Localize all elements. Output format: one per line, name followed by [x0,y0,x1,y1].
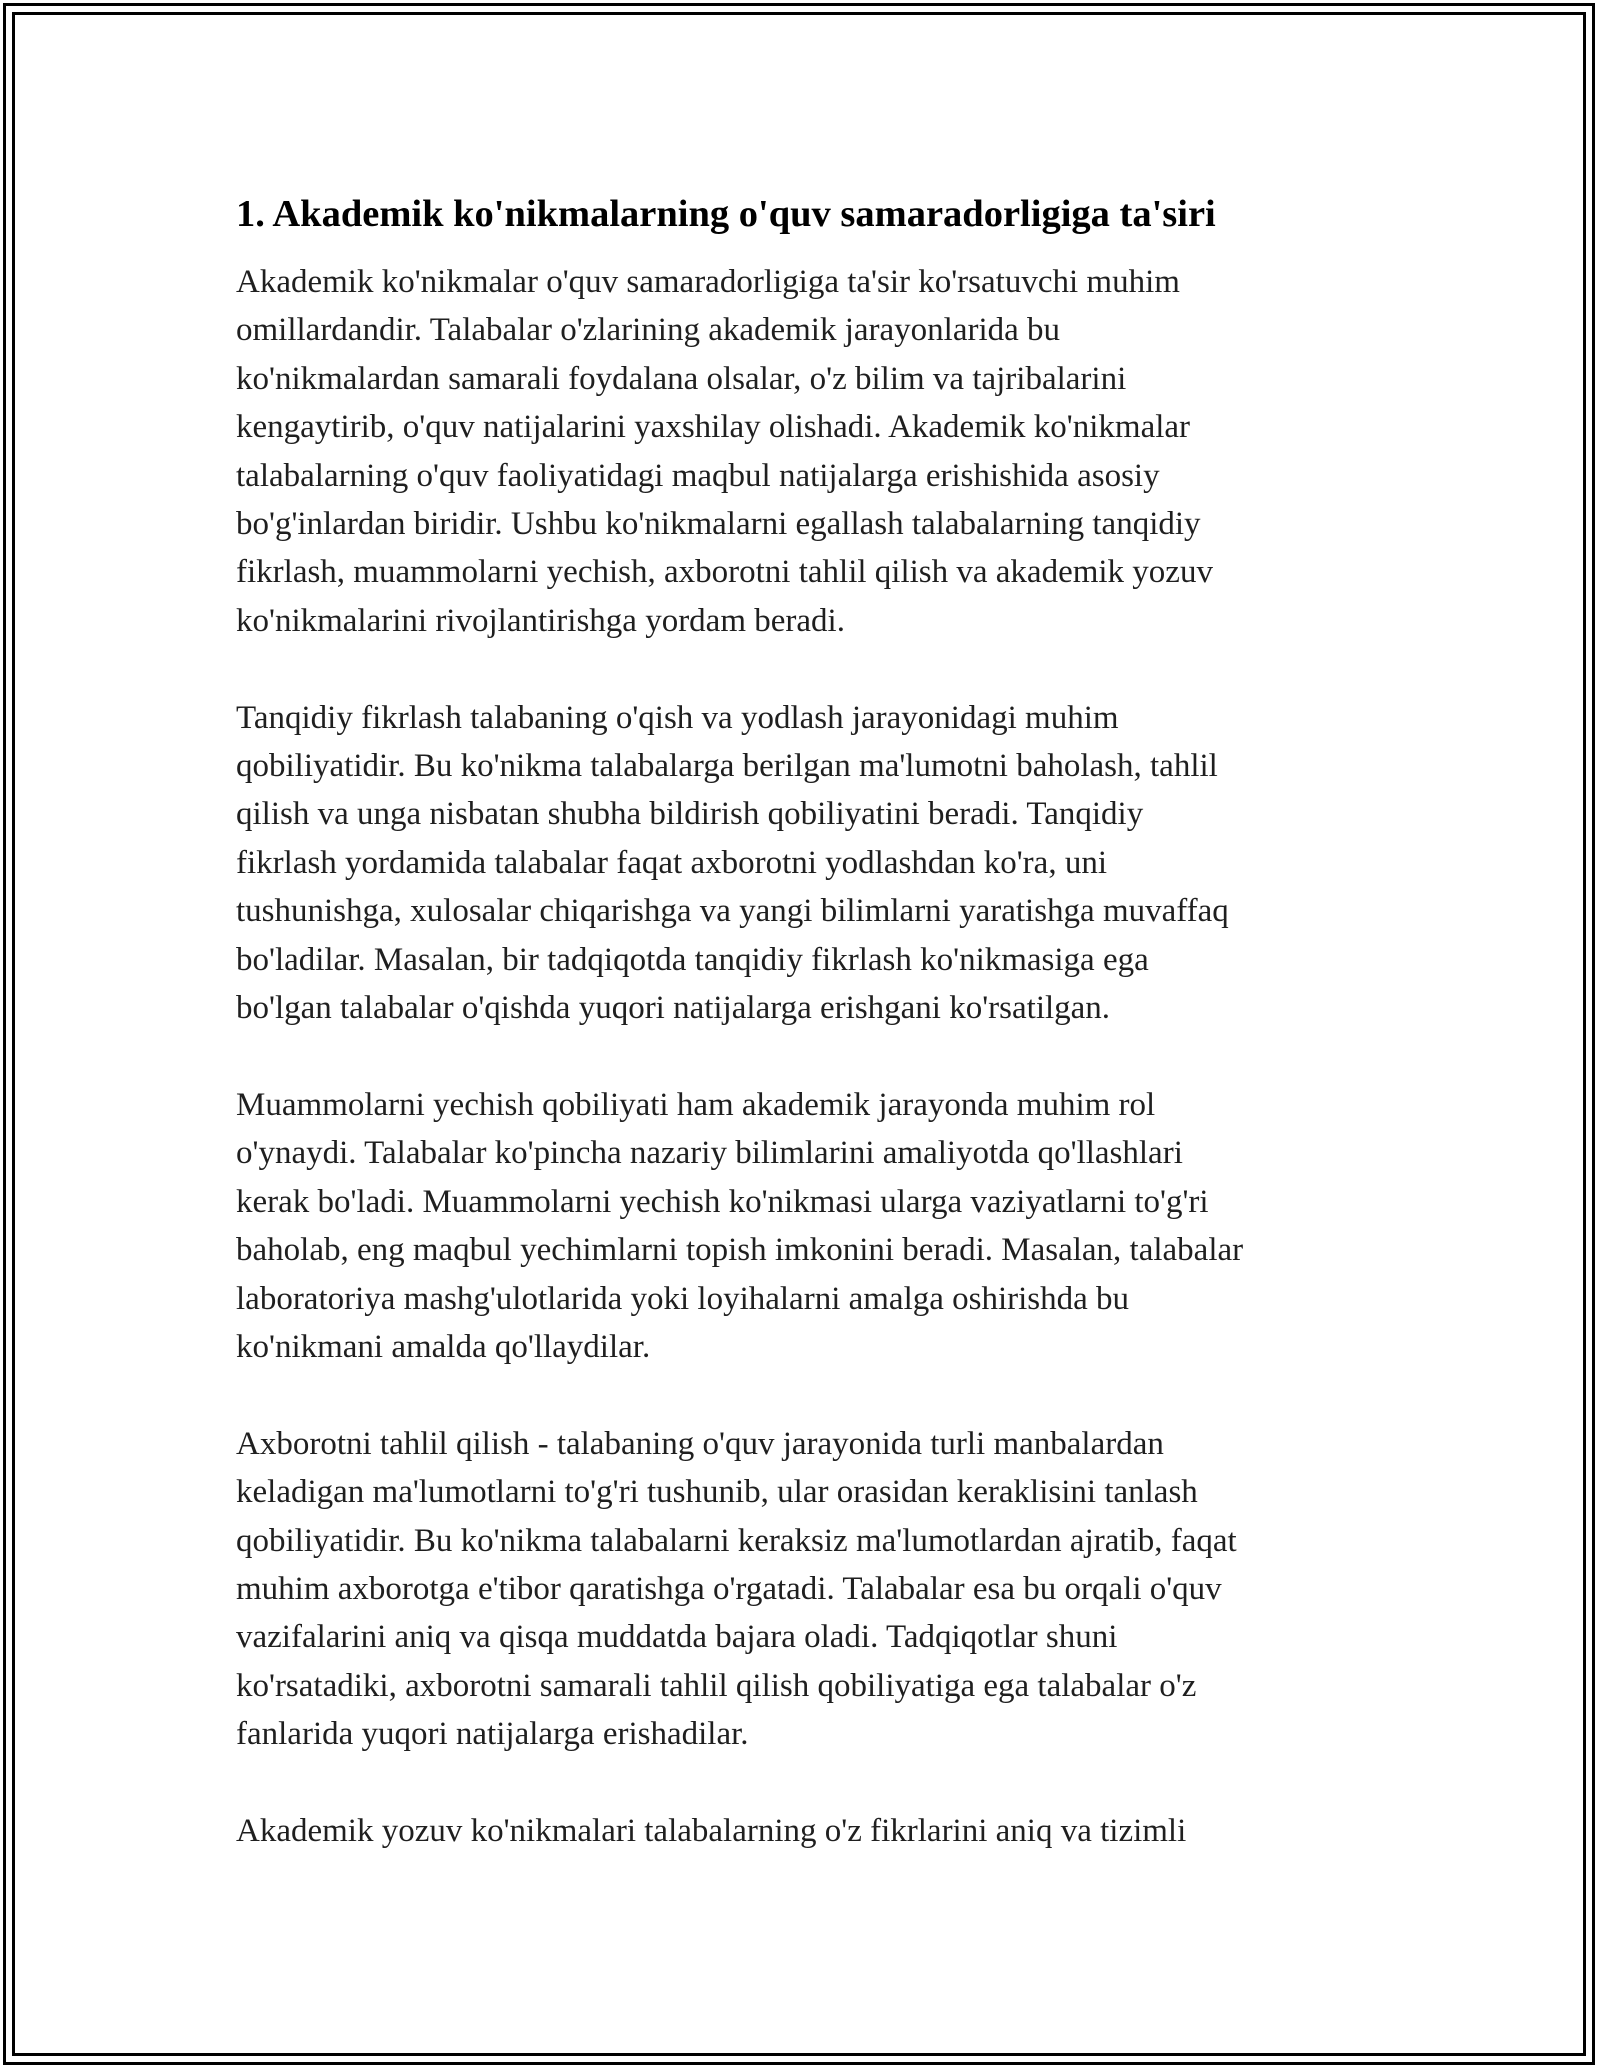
document-body [236,188,1366,1904]
paragraph-line: bo'g'inlardan biridir. Ushbu ko'nikmalarni egallash talabalarning tanqidiy [236,506,1201,543]
paragraph-critical-thinking [236,694,1366,1033]
paragraph-academic-skills [236,258,1366,645]
paragraph-line: o'ynaydi. Talabalar ko'pincha nazariy bilimlarini amaliyotda qo'llashlari [236,1135,1183,1172]
paragraph-line: fikrlash yordamida talabalar faqat axborotni yodlashdan ko'ra, uni [236,844,1107,881]
paragraph-line: omillardandir. Talabalar o'zlarining akademik jarayonlarida bu [236,312,1061,349]
paragraph-line: ko'rsatadiki, axborotni samarali tahlil qilish qobiliyatiga ega talabalar o'z [236,1667,1197,1704]
paragraph-line: vazifalarini aniq va qisqa muddatda bajara oladi. Tadqiqotlar shuni [236,1619,1118,1656]
paragraph-problem-solving [236,1081,1366,1371]
paragraph-line: qilish va unga nisbatan shubha bildirish qobiliyatini beradi. Tanqidiy [236,796,1144,833]
paragraph-line: bo'lgan talabalar o'qishda yuqori natijalarga erishgani ko'rsatilgan. [236,990,1111,1027]
paragraph-line: qobiliyatidir. Bu ko'nikma talabalarga berilgan ma'lumotni baholash, tahlil [236,748,1218,785]
paragraph-line: tushunishga, xulosalar chiqarishga va yangi bilimlarni yaratishga muvaffaq [236,893,1229,930]
paragraph-line: ko'nikmani amalda qo'llaydilar. [236,1328,651,1365]
paragraph-line: bo'ladilar. Masalan, bir tadqiqotda tanqidiy fikrlash ko'nikmasiga ega [236,941,1149,978]
paragraph-line: kerak bo'ladi. Muammolarni yechish ko'nikmasi ularga vaziyatlarni to'g'ri [236,1183,1209,1220]
paragraph-line: Axborotni tahlil qilish - talabaning o'quv jarayonida turli manbalardan [236,1425,1164,1462]
paragraph-line: keladigan ma'lumotlarni to'g'ri tushunib, ular orasidan keraklisini tanlash [236,1474,1198,1511]
paragraph-line: muhim axborotga e'tibor qaratishga o'rgatadi. Talabalar esa bu orqali o'quv [236,1570,1222,1607]
paragraph-line: Tanqidiy fikrlash talabaning o'qish va yodlash jarayonidagi muhim [236,699,1119,736]
paragraph-line: ko'nikmalardan samarali foydalana olsalar, o'z bilim va tajribalarini [236,360,1127,397]
paragraph-line: fikrlash, muammolarni yechish, axborotni tahlil qilish va akademik yozuv [236,554,1213,591]
paragraph-line: laboratoriya mashg'ulotlarida yoki loyihalarni amalga oshirishda bu [236,1280,1130,1317]
paragraph-line: talabalarning o'quv faoliyatidagi maqbul natijalarga erishishida asosiy [236,457,1160,494]
paragraph-academic-writing [236,1807,1366,1855]
paragraph-line: Muammolarni yechish qobiliyati ham akademik jarayonda muhim rol [236,1086,1156,1123]
paragraph-line: Akademik ko'nikmalar o'quv samaradorligiga ta'sir ko'rsatuvchi muhim [236,264,1180,300]
paragraph-line: kengaytirib, o'quv natijalarini yaxshilay olishadi. Akademik ko'nikmalar [236,409,1191,446]
paragraph-line: baholab, eng maqbul yechimlarni topish imkonini beradi. Masalan, talabalar [236,1232,1244,1269]
paragraph-information-analysis [236,1420,1366,1759]
paragraph-line: Akademik yozuv ko'nikmalari talabalarning o'z fikrlarini aniq va tizimli [236,1812,1187,1849]
paragraph-line: ko'nikmalarini rivojlantirishga yordam beradi. [236,602,845,639]
paragraph-line: fanlarida yuqori natijalarga erishadilar. [236,1716,749,1753]
section-heading: 1. Akademik ko'nikmalarning o'quv samaradorligiga ta'siri [236,193,1216,235]
paragraph-line: qobiliyatidir. Bu ko'nikma talabalarni keraksiz ma'lumotlardan ajratib, faqat [236,1522,1237,1559]
